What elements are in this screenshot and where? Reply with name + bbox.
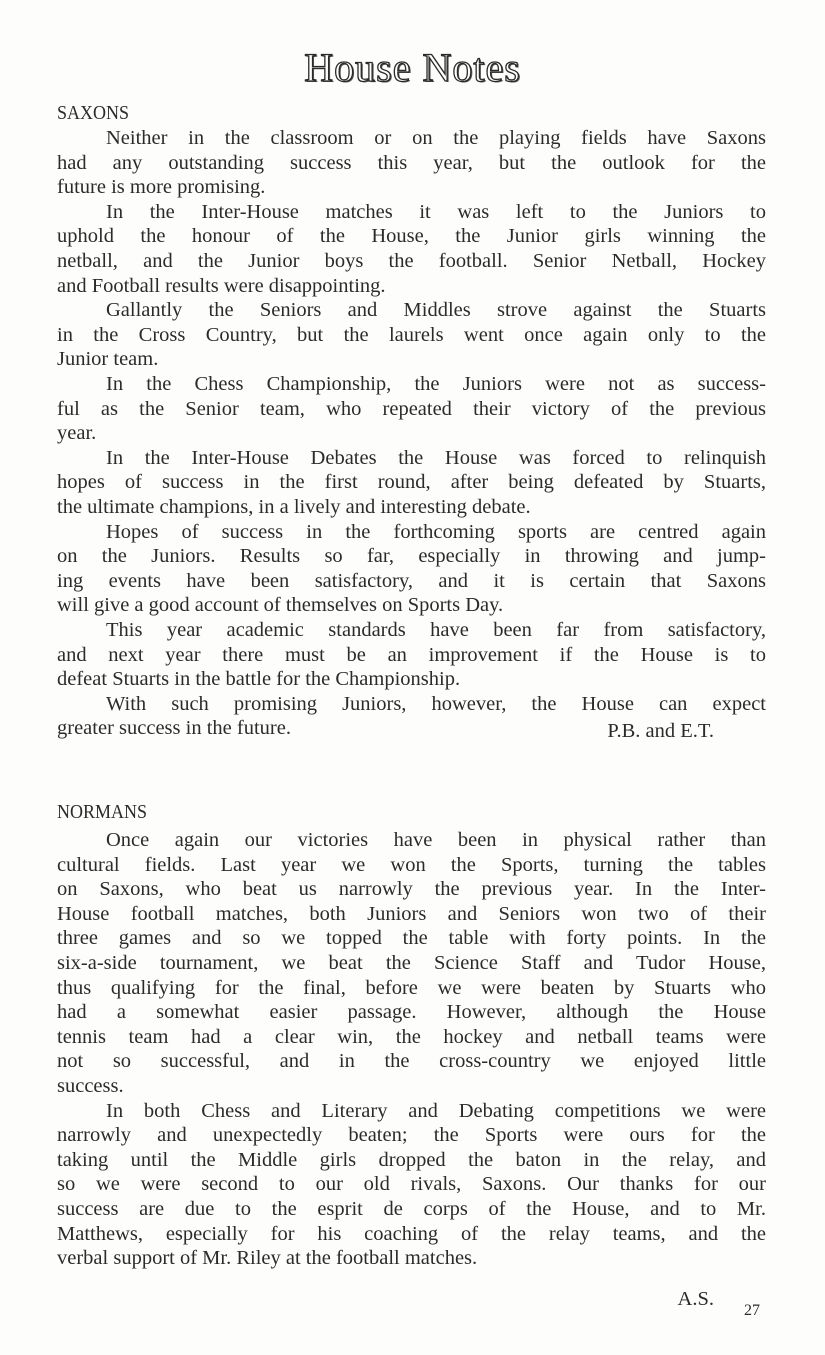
text-line: had any outstanding success this year, but the outlook for the	[57, 151, 766, 174]
section-heading-normans: NORMANS	[57, 801, 148, 823]
text-line: netball, and the Junior boys the football. Senior Netball, Hockey	[57, 250, 766, 272]
text-line: uphold the honour of the House, the Junior girls winning the	[57, 225, 766, 248]
text-line: so we were second to our old rivals, Saxons. Our thanks for our	[57, 1173, 766, 1196]
text-line: greater success in the future.	[57, 717, 291, 740]
text-line: success.	[57, 1075, 124, 1097]
text-line: This year academic standards have been far from satisfactory,	[106, 619, 766, 641]
text-line: cultural fields. Last year we won the Sports, turning the tables	[57, 853, 766, 876]
text-line: tennis team had a clear win, the hockey and netball teams were	[57, 1025, 766, 1048]
text-line: ful as the Senior team, who repeated their victory of the previous	[57, 397, 766, 420]
signature-saxons: P.B. and E.T.	[607, 720, 714, 742]
text-line: in the Cross Country, but the laurels went once again only to the	[57, 323, 766, 346]
text-line: Hopes of success in the forthcoming sports are centred again	[106, 520, 766, 543]
signature-normans: A.S.	[677, 1288, 714, 1310]
text-line: verbal support of Mr. Riley at the football matches.	[57, 1247, 478, 1270]
text-line: on the Juniors. Results so far, especially in throwing and jump-	[57, 545, 766, 568]
text-line: thus qualifying for the final, before we were beaten by Stuarts who	[57, 976, 766, 999]
text-line: Junior team.	[57, 348, 159, 371]
text-line: had a somewhat easier passage. However, although the House	[57, 1001, 766, 1024]
text-line: and next year there must be an improvement if the House is to	[57, 643, 766, 666]
text-line: In the Inter-House matches it was left to the Juniors to	[106, 200, 766, 223]
text-line: Once again our victories have been in physical rather than	[106, 829, 766, 851]
text-line: hopes of success in the first round, after being defeated by Stuarts,	[57, 471, 766, 494]
text-line: not so successful, and in the cross-country we enjoyed little	[57, 1050, 766, 1073]
text-line: ing events have been satisfactory, and it is certain that Saxons	[57, 569, 766, 592]
page-number: 27	[744, 1302, 760, 1319]
text-line: House football matches, both Juniors and Seniors won two of their	[57, 902, 766, 925]
text-line: and Football results were disappointing.	[57, 274, 386, 297]
text-line: In the Chess Championship, the Juniors were not as success-	[106, 373, 766, 395]
text-line: Gallantly the Seniors and Middles strove against the Stuarts	[106, 299, 766, 322]
text-line: Neither in the classroom or on the playing fields have Saxons	[106, 127, 766, 149]
text-line: will give a good account of themselves on Sports Day.	[57, 594, 504, 617]
text-line: Matthews, especially for his coaching of the relay teams, and the	[57, 1222, 766, 1245]
text-line: In both Chess and Literary and Debating competitions we were	[106, 1099, 766, 1122]
text-line: defeat Stuarts in the battle for the Championship.	[57, 668, 461, 691]
text-line: three games and so we topped the table with forty points. In the	[57, 927, 766, 950]
page-title: House Notes	[304, 45, 521, 90]
text-line: narrowly and unexpectedly beaten; the Sports were ours for the	[57, 1124, 766, 1147]
section-heading-saxons: SAXONS	[57, 102, 130, 124]
text-line: With such promising Juniors, however, the House can expect	[106, 692, 766, 715]
text-line: future is more promising.	[57, 176, 266, 199]
text-line: six-a-side tournament, we beat the Science Staff and Tudor House,	[57, 952, 766, 974]
text-line: taking until the Middle girls dropped the baton in the relay, and	[57, 1148, 766, 1171]
text-line: the ultimate champions, in a lively and interesting debate.	[57, 496, 531, 518]
text-line: year.	[57, 422, 97, 445]
text-line: on Saxons, who beat us narrowly the previous year. In the Inter-	[57, 878, 766, 901]
text-line: In the Inter-House Debates the House was forced to relinquish	[106, 446, 766, 469]
text-line: success are due to the esprit de corps of the House, and to Mr.	[57, 1198, 766, 1220]
